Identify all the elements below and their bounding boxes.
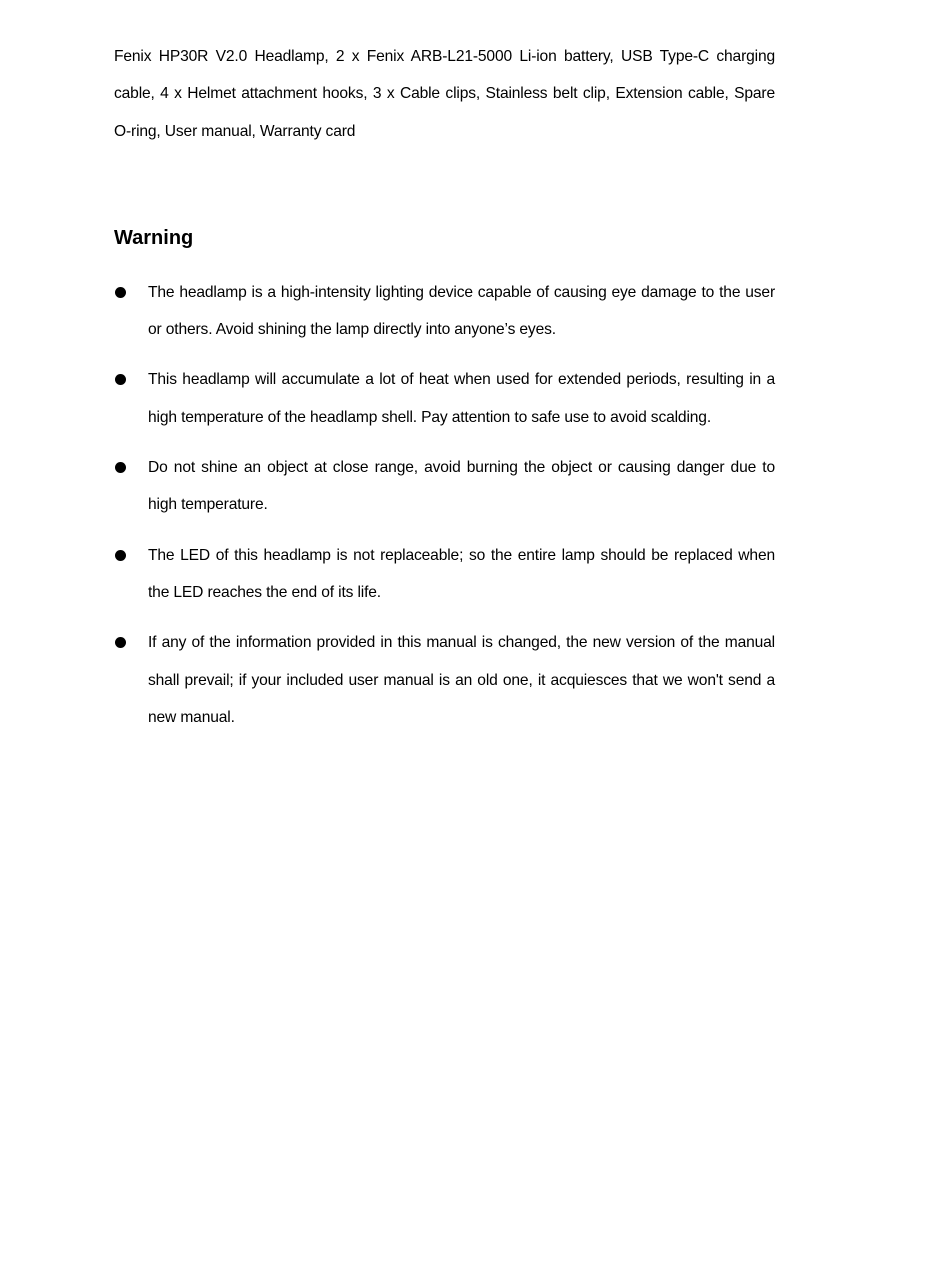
warning-item-text: The headlamp is a high-intensity lighting device capable of causing eye damage to the user or others. Avoid shining the lamp directly into anyone’s eyes. bbox=[148, 283, 775, 339]
page-content bbox=[114, 38, 775, 749]
bullet-icon bbox=[115, 637, 126, 648]
warning-item-text: Do not shine an object at close range, avoid burning the object or causing danger due to high temperature. bbox=[148, 459, 775, 514]
warning-item bbox=[114, 449, 775, 524]
warning-heading: Warning bbox=[114, 226, 194, 249]
warning-item bbox=[114, 537, 775, 612]
warning-item bbox=[114, 274, 775, 349]
warning-list bbox=[114, 274, 775, 736]
warning-item bbox=[114, 624, 775, 736]
bullet-icon bbox=[115, 462, 126, 473]
bullet-icon bbox=[115, 287, 126, 298]
warning-item-text: This headlamp will accumulate a lot of heat when used for extended periods, resulting in a high temperature of the headlamp shell. Pay attention to safe use to avoid scalding. bbox=[148, 371, 775, 426]
bullet-icon bbox=[115, 374, 126, 385]
warning-item bbox=[114, 361, 775, 436]
warning-item-text: The LED of this headlamp is not replaceable; so the entire lamp should be replaced when the LED reaches the end of its life. bbox=[148, 546, 775, 601]
package-contents-paragraph: Fenix HP30R V2.0 Headlamp, 2 x Fenix ARB-L21-5000 Li-ion battery, USB Type-C charging cable, 4 x Helmet attachment hooks, 3 x Cable clips, Stainless belt clip, Extension cable, Spare O-ring, User manual, Warranty card bbox=[114, 48, 775, 140]
bullet-icon bbox=[115, 550, 126, 561]
warning-item-text: If any of the information provided in this manual is changed, the new version of the manual shall prevail; if your included user manual is an old one, it acquiesces that we won't send a new manual. bbox=[148, 634, 775, 726]
